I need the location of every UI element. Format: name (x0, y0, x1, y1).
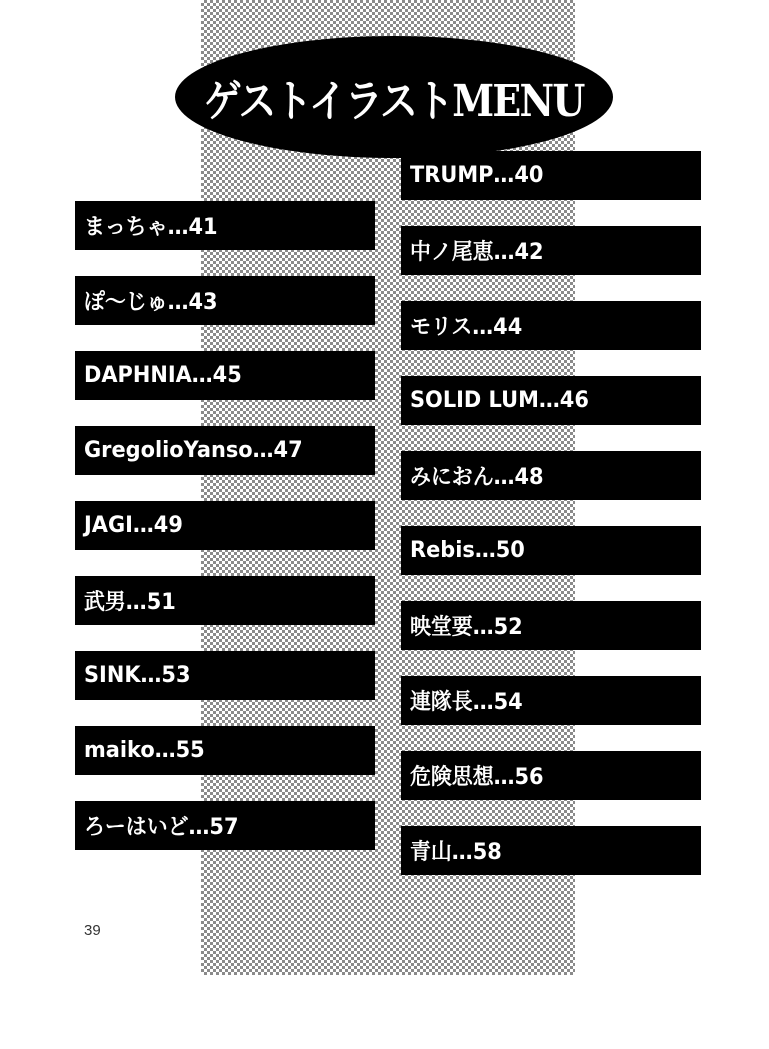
menu-item (401, 376, 701, 425)
menu-item-label: TRUMP…40 (410, 163, 544, 188)
menu-item (75, 501, 375, 550)
menu-item (75, 426, 375, 475)
menu-item (75, 651, 375, 700)
menu-item-label: まっちゃ…41 (84, 215, 218, 240)
right-menu-column (401, 151, 701, 901)
menu-item-label: SOLID LUM…46 (410, 388, 589, 413)
menu-item-label: JAGI…49 (84, 513, 183, 538)
menu-item-label: 危険思想…56 (410, 765, 544, 790)
menu-item-label: モリス…44 (410, 315, 523, 340)
menu-item (401, 526, 701, 575)
menu-item (401, 451, 701, 500)
menu-item-label: 武男…51 (84, 590, 176, 615)
menu-item-label: ぽ〜じゅ…43 (84, 290, 218, 315)
menu-item-label: みにおん…48 (410, 465, 544, 490)
menu-item-label: maiko…55 (84, 738, 205, 763)
menu-item (75, 576, 375, 625)
menu-item-label: SINK…53 (84, 663, 191, 688)
menu-item-label: Rebis…50 (410, 538, 525, 563)
menu-item-label: 映堂要…52 (410, 615, 523, 640)
menu-item (75, 201, 375, 250)
menu-item (401, 151, 701, 200)
menu-item (401, 676, 701, 725)
menu-item (401, 751, 701, 800)
title-banner (175, 36, 613, 158)
menu-item (75, 801, 375, 850)
menu-item (401, 601, 701, 650)
page-title: ゲストイラストMENU (204, 76, 584, 127)
left-menu-column (75, 201, 375, 876)
menu-item (75, 726, 375, 775)
menu-item-label: ろーはいど…57 (84, 815, 239, 840)
page-number: 39 (84, 922, 101, 939)
menu-item (75, 276, 375, 325)
menu-item (401, 301, 701, 350)
menu-item (401, 826, 701, 875)
menu-item-label: 中ノ尾恵…42 (410, 240, 544, 265)
menu-item-label: GregolioYanso…47 (84, 438, 303, 463)
menu-item-label: DAPHNIA…45 (84, 363, 242, 388)
menu-item (401, 226, 701, 275)
menu-item-label: 連隊長…54 (410, 690, 523, 715)
menu-item (75, 351, 375, 400)
menu-item-label: 青山…58 (410, 840, 502, 865)
